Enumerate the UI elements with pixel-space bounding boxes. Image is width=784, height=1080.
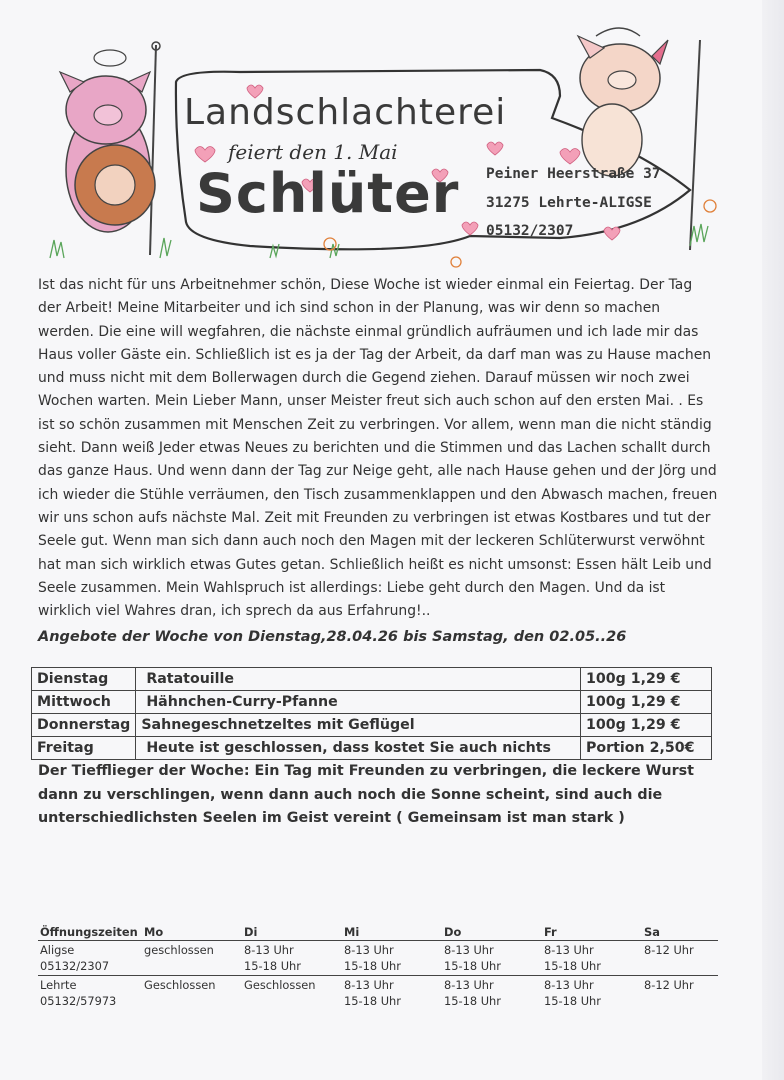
hours-header-mi: Mi (342, 924, 442, 941)
table-row (38, 976, 718, 1011)
hours-do (442, 941, 542, 976)
hours-sa (642, 976, 718, 1011)
table-row (32, 668, 712, 691)
hours-header-fr: Fr (542, 924, 642, 941)
hours-value: 8-13 Uhr (544, 978, 594, 992)
offers-table (31, 667, 712, 760)
hours-value: 8-13 Uhr (544, 943, 594, 957)
hours-value: 8-13 Uhr (444, 943, 494, 957)
hours-di (242, 941, 342, 976)
tiefflieger-text: Der Tiefflieger der Woche: Ein Tag mit Freunden zu verbringen, die leckere Wurst dann zu verschlingen, wenn dann auch noch die Sonne scheint, sind auch die unterschiedlichsten Seelen im Geist vereint ( Gemeinsam ist man stark ) (38, 763, 694, 826)
hours-place (38, 941, 142, 976)
table-row (38, 941, 718, 976)
hours-value: Geschlossen (144, 978, 216, 992)
header-title-line1: Landschlachterei (184, 92, 507, 133)
offer-price: 100g 1,29 € (581, 691, 712, 714)
hours-value: 15-18 Uhr (344, 959, 401, 973)
hours-value: 8-13 Uhr (244, 943, 294, 957)
hours-place (38, 976, 142, 1011)
address-city: 31275 Lehrte-ALIGSE (486, 195, 652, 211)
offer-day: Freitag (32, 737, 136, 760)
intro-text-block (38, 274, 718, 623)
header-script-line: feiert den 1. Mai (228, 140, 398, 164)
offer-price: Portion 2,50€ (581, 737, 712, 760)
right-pig-drawing (578, 28, 668, 176)
offer-price: 100g 1,29 € (581, 714, 712, 737)
place-phone: 05132/57973 (40, 994, 117, 1008)
opening-hours-table (38, 924, 718, 1010)
table-row (32, 737, 712, 760)
offer-day: Dienstag (32, 668, 136, 691)
hours-value: 8-13 Uhr (444, 978, 494, 992)
header-illustration (0, 0, 784, 275)
hours-mi (342, 976, 442, 1011)
address-phone: 05132/2307 (486, 223, 574, 239)
offers-heading: Angebote der Woche von Dienstag,28.04.26 bis Samstag, den 02.05..26 (38, 629, 627, 645)
hours-mo (142, 976, 242, 1011)
hours-value: 15-18 Uhr (544, 994, 601, 1008)
hours-value: 8-13 Uhr (344, 943, 394, 957)
offer-dish: Ratatouille (136, 668, 581, 691)
intro-paragraph: Ist das nicht für uns Arbeitnehmer schön, Diese Woche ist wieder einmal ein Feiertag. Der Tag der Arbeit! Meine Mitarbeiter und ich sind schon in der Planung, was wir denn so machen werden. Die eine will wegfahren, die nächste einmal gründlich aufräumen und ich lade mir das Haus voller Gäste ein. Schließlich ist es ja der Tag der Arbeit, da darf man was zu Hause machen und muss nicht mit dem Bollerwagen durch die Gegend ziehen. Darauf müssen wir noch zwei Wochen warten. Mein Lieber Mann, unser Meister freut sich auch schon auf den ersten Mai. . Es ist so schön zusammen mit Menschen Zeit zu verbringen. Vor allem, wenn man die nicht ständig sieht. Dann weiß Jeder etwas Neues zu berichten und die Stimmen und das Lachen schallt durch das ganze Haus. Und wenn dann der Tag zur Neige geht, alle nach Hause gehen und der Jörg und ich wieder die Stühle verräumen, den Tisch zusammenklappen und den Abwasch machen, freuen wir uns schon aufs nächste Mal. Zeit mit Freunden zu verbringen ist etwas Kostbares und tut der Seele gut. Wenn man sich dann auch noch den Magen mit der leckeren Schlüterwurst verwöhnt hat man sich wirklich etwas Gutes getan. Schließlich heißt es nicht umsonst: Essen hält Leib und Seele zusammen. Mein Wahlspruch ist allerdings: Liebe geht durch den Magen. Und da ist wirklich viel Wahres dran, ich sprech da aus Erfahrung!.. (38, 277, 718, 620)
hours-mo (142, 941, 242, 976)
hours-header-di: Di (242, 924, 342, 941)
hours-value: 8-13 Uhr (344, 978, 394, 992)
offer-dish: Heute ist geschlossen, dass kostet Sie auch nichts (136, 737, 581, 760)
hours-value: 8-12 Uhr (644, 943, 694, 957)
header-title-line2: Schlüter (196, 162, 460, 225)
hours-header-place: Öffnungszeiten (38, 924, 142, 941)
offer-day: Mittwoch (32, 691, 136, 714)
hours-sa (642, 941, 718, 976)
offer-dish: Hähnchen-Curry-Pfanne (136, 691, 581, 714)
hours-value: 15-18 Uhr (344, 994, 401, 1008)
hours-value: 15-18 Uhr (444, 994, 501, 1008)
left-pig-drawing (60, 50, 155, 232)
place-name: Lehrte (40, 978, 77, 992)
table-row (32, 691, 712, 714)
table-header-row (38, 924, 718, 941)
hours-header-sa: Sa (642, 924, 718, 941)
hours-value: 15-18 Uhr (244, 959, 301, 973)
offer-price: 100g 1,29 € (581, 668, 712, 691)
hours-fr (542, 976, 642, 1011)
place-name: Aligse (40, 943, 75, 957)
place-phone: 05132/2307 (40, 959, 110, 973)
hours-value: 15-18 Uhr (544, 959, 601, 973)
hours-value: 8-12 Uhr (644, 978, 694, 992)
hours-header-mo: Mo (142, 924, 242, 941)
address-street: Peiner Heerstraße 37 (486, 166, 661, 182)
tiefflieger-block (38, 760, 728, 831)
offer-dish: Sahnegeschnetzeltes mit Geflügel (136, 714, 581, 737)
hours-value: 15-18 Uhr (444, 959, 501, 973)
hours-value: geschlossen (144, 943, 214, 957)
hours-value: Geschlossen (244, 978, 316, 992)
hours-di (242, 976, 342, 1011)
table-row (32, 714, 712, 737)
hours-header-do: Do (442, 924, 542, 941)
hours-do (442, 976, 542, 1011)
hours-mi (342, 941, 442, 976)
offer-day: Donnerstag (32, 714, 136, 737)
hours-fr (542, 941, 642, 976)
